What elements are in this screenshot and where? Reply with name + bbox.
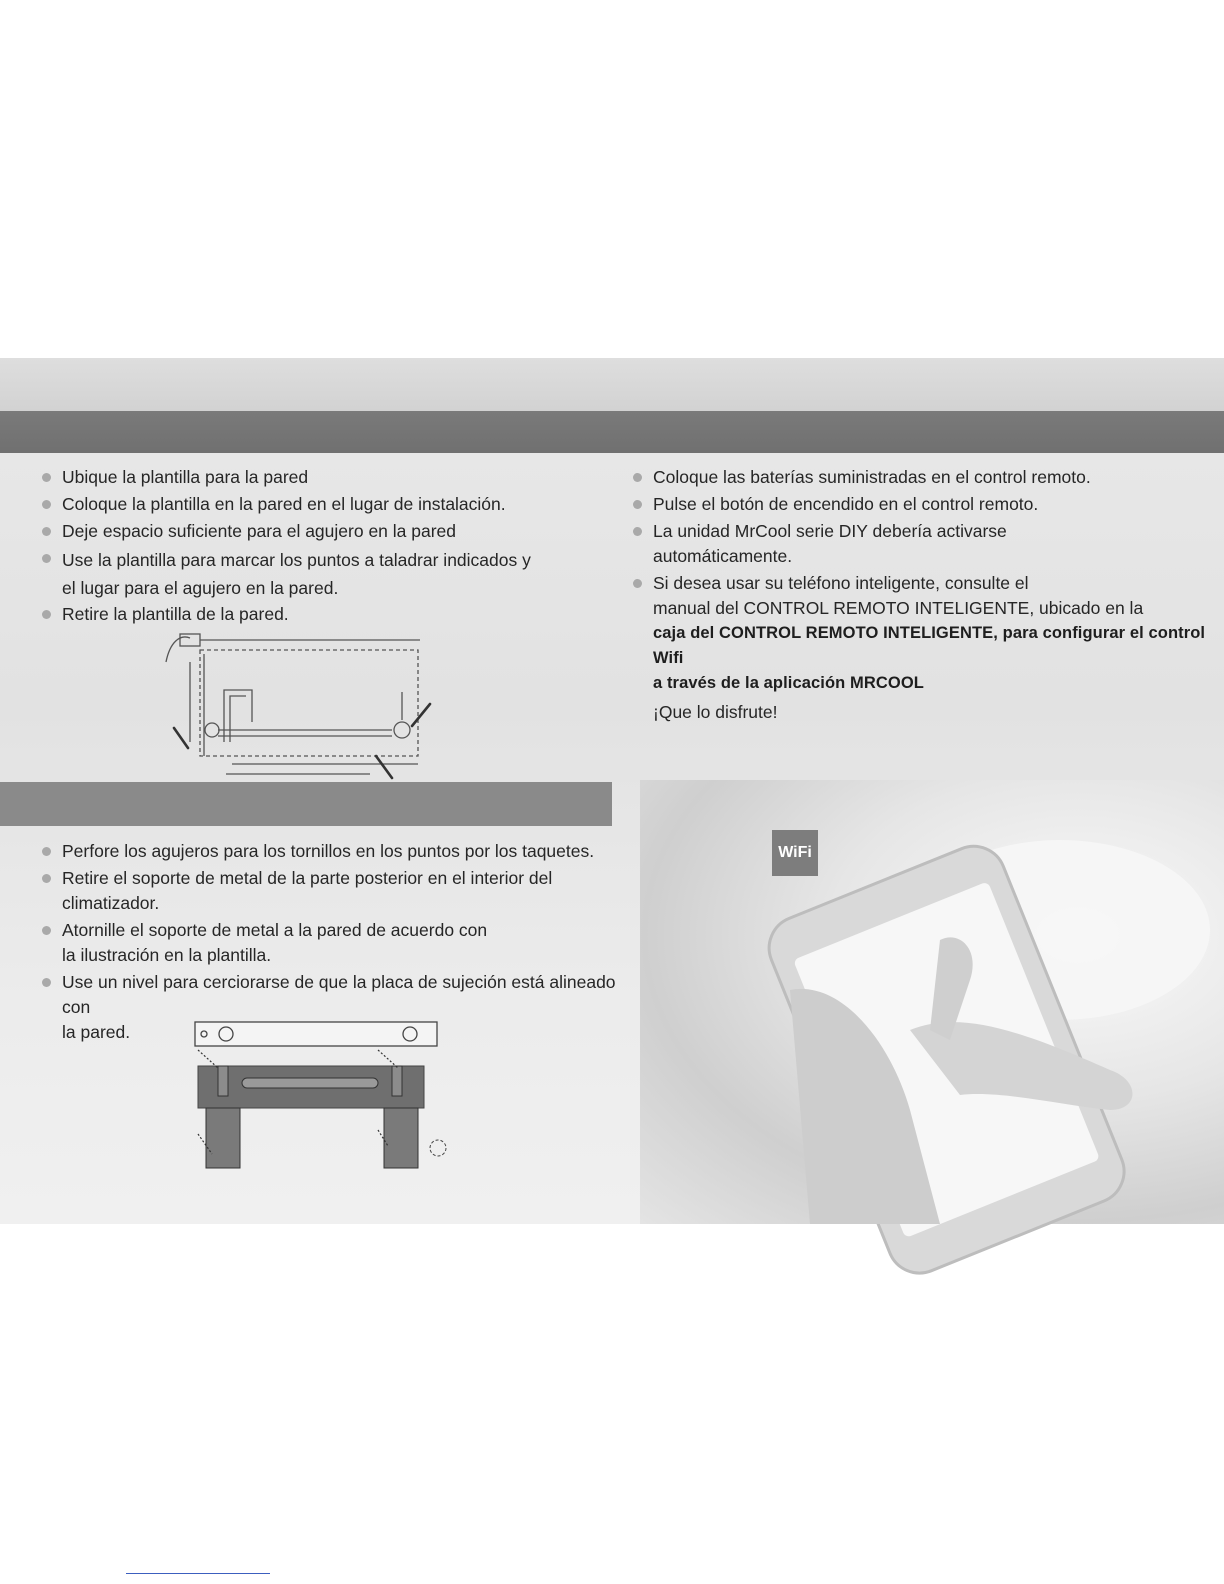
list-item bbox=[42, 602, 602, 627]
bold-instruction-line: caja del CONTROL REMOTO INTELIGENTE, para configurar el control Wifi bbox=[653, 624, 1206, 667]
list-item bbox=[633, 519, 1223, 569]
item-text: Pulse el botón de encendido en el control remoto. bbox=[653, 494, 1039, 514]
bold-instruction-line: a través de la aplicación MRCOOL bbox=[653, 674, 924, 692]
bullet-icon bbox=[633, 527, 642, 536]
template-steps-list bbox=[42, 465, 602, 627]
bullet-icon bbox=[42, 554, 51, 563]
item-text: Perfore los agujeros para los tornillos en los puntos por los taquetes. bbox=[62, 841, 595, 861]
item-text: Retire el soporte de metal de la parte posterior en el interior del bbox=[62, 868, 553, 888]
mounting-steps-list bbox=[42, 839, 642, 1045]
item-text: Coloque las baterías suministradas en el control remoto. bbox=[653, 467, 1091, 487]
bullet-icon bbox=[633, 500, 642, 509]
item-text: Atornille el soporte de metal a la pared de acuerdo con bbox=[62, 920, 488, 940]
item-text: Deje espacio suficiente para el agujero en la pared bbox=[62, 521, 457, 541]
section-header-bar bbox=[0, 411, 1224, 453]
footer-link-underline bbox=[126, 1573, 270, 1574]
list-item bbox=[42, 465, 602, 490]
list-item bbox=[633, 492, 1223, 517]
bullet-icon bbox=[42, 527, 51, 536]
item-text: Retire la plantilla de la pared. bbox=[62, 604, 289, 624]
bullet-icon bbox=[42, 978, 51, 987]
item-text: La unidad MrCool serie DIY debería activarse bbox=[653, 521, 1007, 541]
list-item bbox=[42, 492, 602, 517]
item-text: Use la plantilla para marcar los puntos a taladrar indicados y bbox=[62, 550, 531, 570]
bullet-icon bbox=[42, 847, 51, 856]
item-text-continued: la pared. bbox=[62, 1022, 131, 1042]
list-item bbox=[633, 571, 1223, 725]
item-text: Ubique la plantilla para la pared bbox=[62, 467, 309, 487]
item-text-continued: climatizador. bbox=[62, 893, 160, 913]
bullet-icon bbox=[42, 473, 51, 482]
item-text: Coloque la plantilla en la pared en el lugar de instalación. bbox=[62, 494, 506, 514]
list-item bbox=[42, 519, 602, 544]
bullet-icon bbox=[42, 874, 51, 883]
item-text-continued: la ilustración en la plantilla. bbox=[62, 945, 272, 965]
item-text-continued: manual del CONTROL REMOTO INTELIGENTE, ubicado en la bbox=[653, 598, 1144, 618]
bullet-icon bbox=[42, 610, 51, 619]
panel-top-band bbox=[0, 358, 1224, 412]
phone-illustration bbox=[640, 780, 1224, 1224]
wifi-badge: WiFi bbox=[772, 830, 818, 876]
phone-hand-photo bbox=[640, 780, 1224, 1224]
bullet-icon bbox=[633, 579, 642, 588]
bullet-icon bbox=[42, 500, 51, 509]
closing-text: ¡Que lo disfrute! bbox=[653, 702, 778, 722]
bullet-icon bbox=[42, 926, 51, 935]
list-item bbox=[42, 839, 642, 864]
list-item bbox=[42, 546, 602, 602]
section-header-bar-2 bbox=[0, 782, 612, 826]
item-text-continued: automáticamente. bbox=[653, 546, 793, 566]
list-item bbox=[42, 866, 642, 916]
list-item bbox=[42, 918, 642, 968]
item-text-continued: el lugar para el agujero en la pared. bbox=[62, 578, 339, 598]
template-diagram bbox=[160, 632, 440, 782]
list-item bbox=[633, 465, 1223, 490]
item-text: Use un nivel para cerciorarse de que la placa de sujeción está alineado con bbox=[62, 972, 616, 1017]
bullet-icon bbox=[633, 473, 642, 482]
item-text: Si desea usar su teléfono inteligente, consulte el bbox=[653, 573, 1029, 593]
remote-steps-list bbox=[633, 465, 1223, 725]
mounting-plate-diagram bbox=[192, 1020, 452, 1170]
